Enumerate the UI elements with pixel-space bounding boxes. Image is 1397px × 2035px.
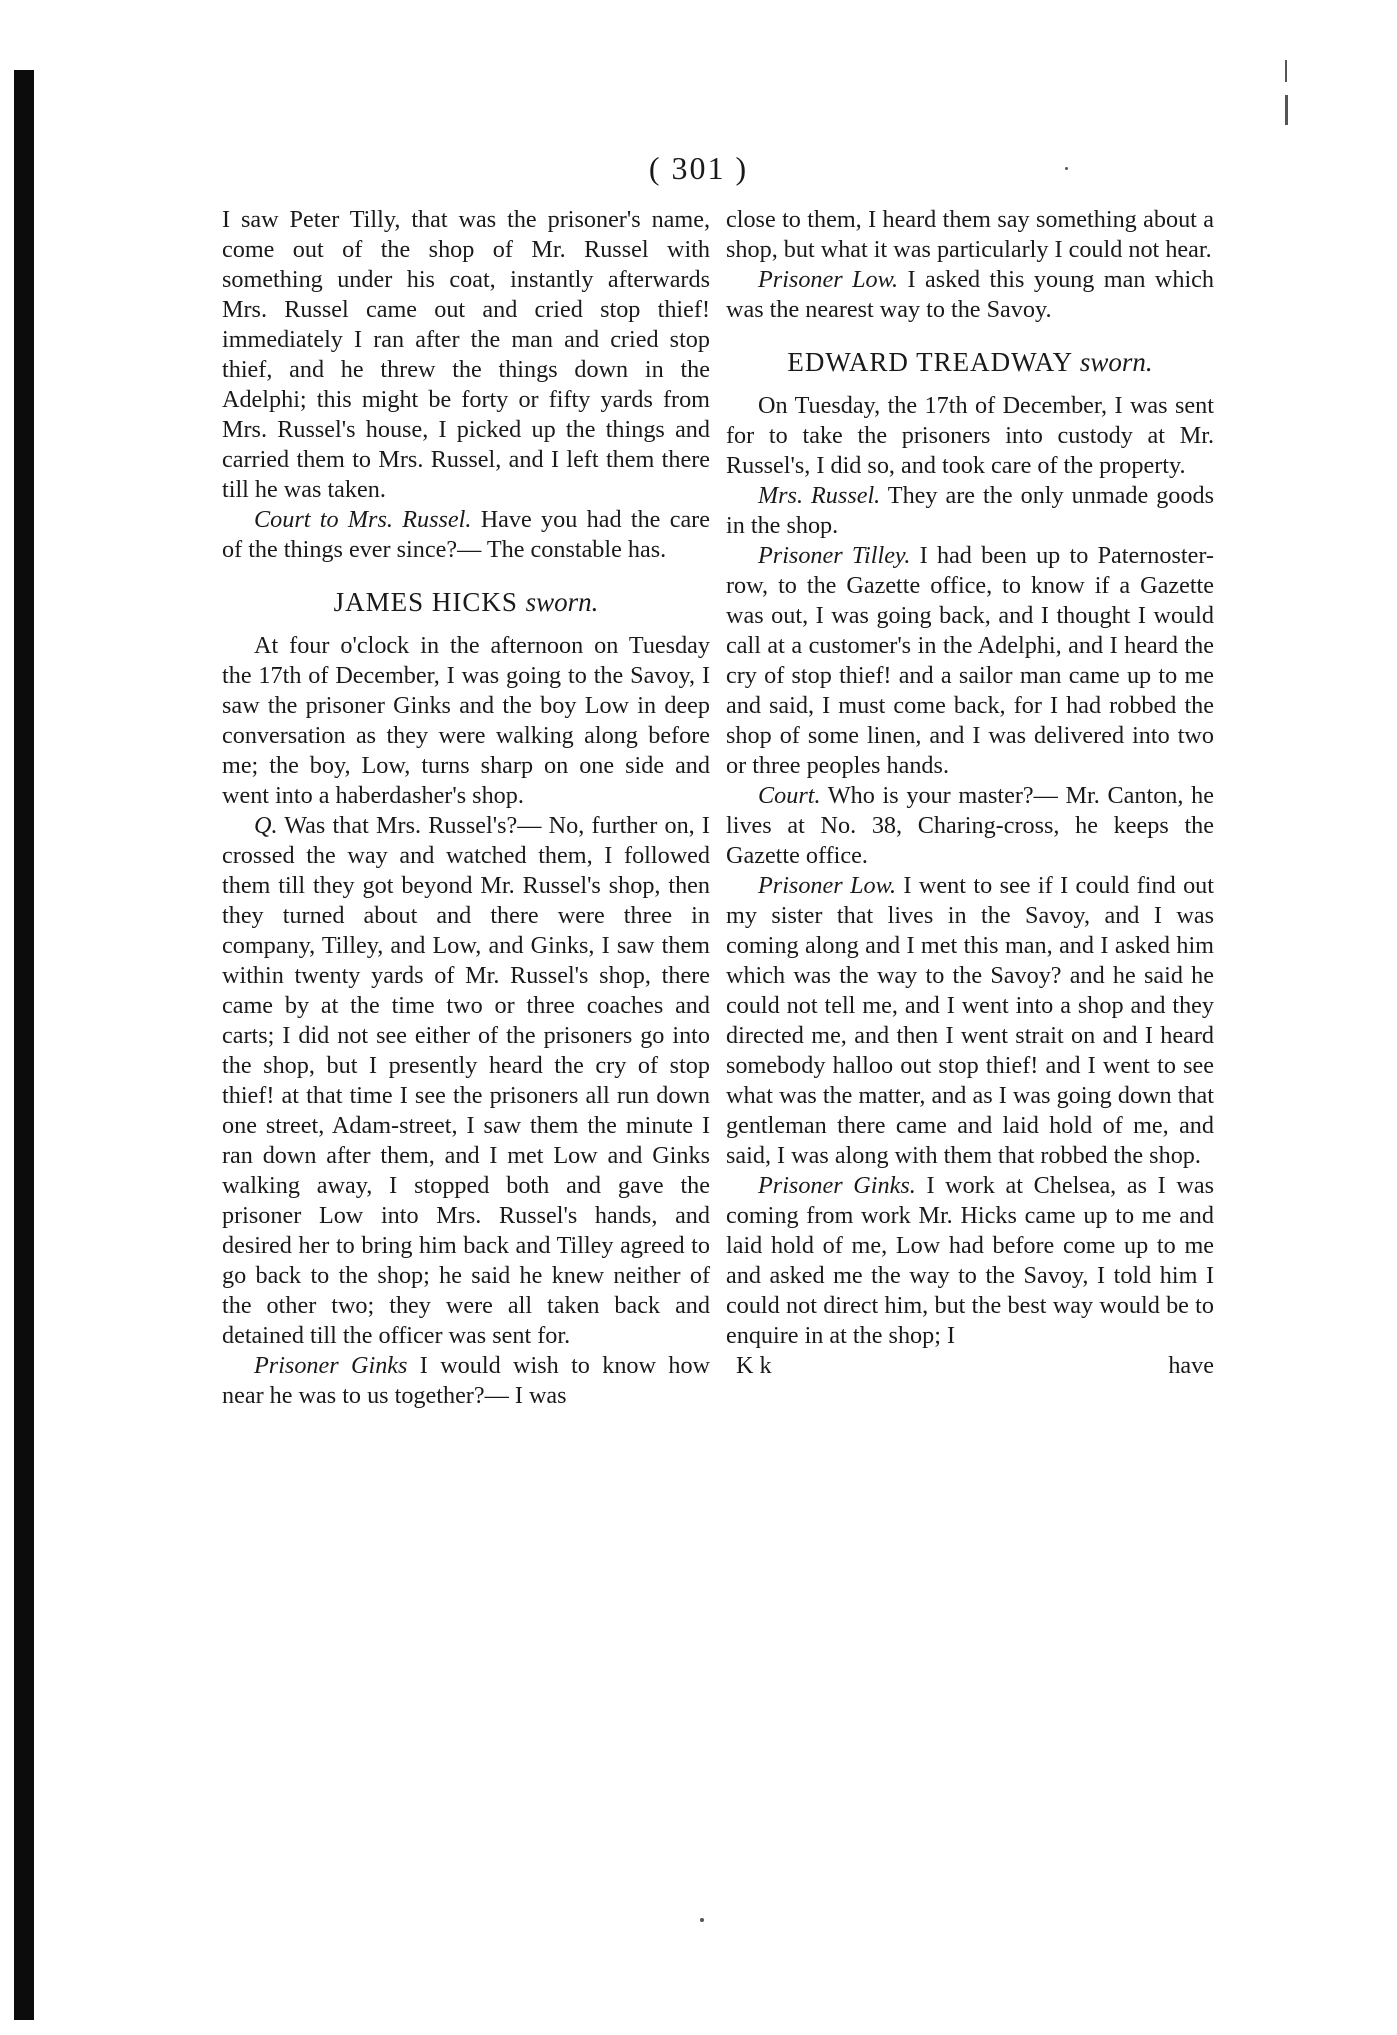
catchword: have bbox=[1168, 1352, 1214, 1379]
paragraph-text: I asked this young man which was the nearest way to the Savoy. bbox=[726, 266, 1214, 323]
speaker-label: Prisoner Tilley. bbox=[758, 542, 911, 569]
sworn-label: sworn. bbox=[525, 587, 599, 617]
witness-heading bbox=[726, 347, 1214, 377]
paragraph-text: I would wish to know how near he was to us together?— I was bbox=[222, 1352, 711, 1409]
witness-name: JAMES HICKS bbox=[333, 587, 518, 617]
speaker-label: Prisoner Low. bbox=[758, 872, 897, 899]
speaker-label: Prisoner Ginks. bbox=[758, 1172, 916, 1199]
page-number: ( 301 ) bbox=[648, 150, 749, 186]
witness-name: EDWARD TREADWAY bbox=[787, 347, 1073, 377]
paragraph bbox=[222, 811, 710, 1351]
paragraph bbox=[726, 781, 1214, 871]
paragraph-text: I went to see if I could find out my sister that lives in the Savoy, and I was coming along and I met this man, and I asked him which was the way to the Savoy? and he said he could not tell me, and I went into a shop and they directed me, and then I went strait on and I heard somebody halloo out stop thief! and I went to see what was the matter, and as I was going down that gentleman there came and laid hold of me, and said, I was along with them that robbed the shop. bbox=[726, 872, 1214, 1169]
paragraph bbox=[726, 1171, 1214, 1351]
paragraph bbox=[726, 871, 1214, 1171]
binding-edge bbox=[14, 70, 34, 2020]
paragraph-text: Have you had the care of the things ever since?— The constable has. bbox=[222, 506, 710, 563]
speaker-label: Court. bbox=[758, 782, 821, 809]
speaker-label: Court to Mrs. Russel. bbox=[254, 506, 472, 533]
witness-heading bbox=[222, 587, 710, 617]
signature-mark: K k bbox=[736, 1352, 772, 1379]
paragraph bbox=[222, 505, 710, 565]
scan-speck bbox=[1285, 95, 1288, 125]
paragraph bbox=[726, 265, 1214, 325]
paragraph: On Tuesday, the 17th of December, I was sent for to take the prisoners into custody at Mr. Russel's, I did so, and took care of the property. bbox=[726, 392, 1214, 479]
paragraph: close to them, I heard them say something about a shop, but what it was particularly I could not hear. bbox=[726, 206, 1214, 263]
paragraph-text: Was that Mrs. Russel's?— No, further on, I crossed the way and watched them, I followed them till they got beyond Mr. Russel's shop, then they turned about and there were three in company, Tilley, and Low, and Ginks, I saw them within twenty yards of Mr. Russel's shop, there came by at the time two or three coaches and carts; I did not see either of the prisoners go into the shop, but I presently heard the cry of stop thief! at that time I see the prisoners all run down one street, Adam-street, I saw them the minute I ran down after them, and I met Low and Ginks walking away, I stopped both and gave the prisoner Low into Mrs. Russel's hands, and desired her to bring him back and Tilley agreed to go back to the shop; he said he knew neither of the other two; they were all taken back and detained till the officer was sent for. bbox=[222, 812, 710, 1349]
scan-speck bbox=[1285, 60, 1287, 82]
paragraph-text: I had been up to Paternoster-row, to the Gazette office, to know if a Gazette was out, I was going back, and I thought I would call at a customer's in the Adelphi, and I heard the cry of stop thief! and a sailor man came up to me and said, I must come back, for I had robbed the shop of some linen, and I was delivered into two or three peoples hands. bbox=[726, 542, 1214, 779]
speaker-label: Prisoner Low. bbox=[758, 266, 899, 293]
speaker-label: Mrs. Russel. bbox=[758, 482, 881, 509]
paragraph: At four o'clock in the afternoon on Tuesday the 17th of December, I was going to the Savoy, I saw the prisoner Ginks and the boy Low in deep conversation as they were walking along before me; the boy, Low, turns sharp on one side and went into a haberdasher's shop. bbox=[222, 632, 710, 809]
right-column bbox=[726, 205, 1214, 1381]
paragraph-text: Who is your master?— Mr. Canton, he lives at No. 38, Charing-cross, he keeps the Gazette office. bbox=[726, 782, 1214, 869]
sworn-label: sworn. bbox=[1079, 347, 1153, 377]
catchline bbox=[726, 1351, 1214, 1381]
left-column bbox=[222, 205, 710, 1411]
scan-speck bbox=[700, 1918, 704, 1922]
paragraph-text: They are the only unmade goods in the shop. bbox=[726, 482, 1214, 539]
speaker-label: Prisoner Ginks bbox=[254, 1352, 408, 1379]
scan-speck bbox=[1065, 167, 1068, 170]
paragraph: I saw Peter Tilly, that was the prisoner's name, come out of the shop of Mr. Russel with something under his coat, instantly afterwards Mrs. Russel came out and cried stop thief! immediately I ran after the man and cried stop thief, and he threw the things down in the Adelphi; this might be forty or fifty yards from Mrs. Russel's house, I picked up the things and carried them to Mrs. Russel, and I left them there till he was taken. bbox=[222, 206, 710, 503]
speaker-label: Q. bbox=[254, 812, 278, 839]
paragraph-text: I work at Chelsea, as I was coming from work Mr. Hicks came up to me and laid hold of me, Low had before come up to me and asked me the way to the Savoy, I told him I could not direct him, but the best way would be to enquire in at the shop; I bbox=[726, 1172, 1215, 1349]
paragraph bbox=[726, 541, 1214, 781]
paragraph bbox=[726, 481, 1214, 541]
paragraph bbox=[222, 1351, 710, 1411]
